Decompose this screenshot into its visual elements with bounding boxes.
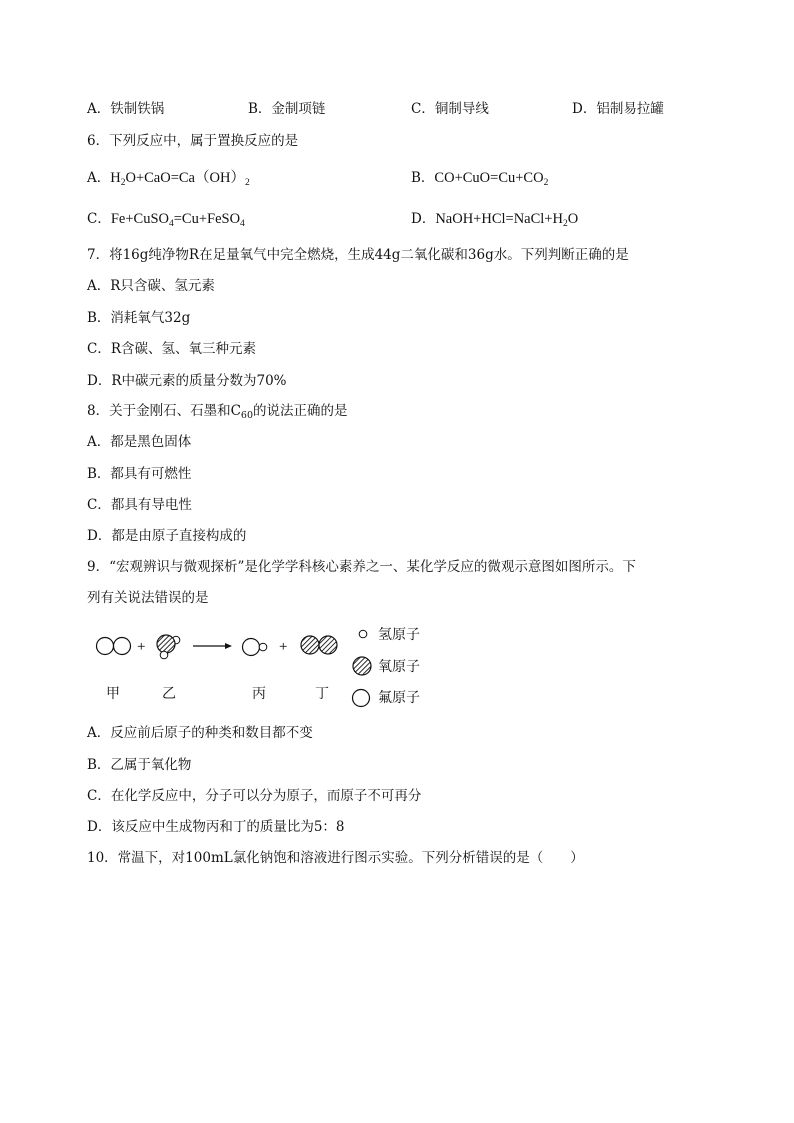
q5-option-a: A．铁制铁锅 [87, 101, 165, 117]
q6-option-c [87, 210, 245, 228]
q6-c-sub2: 4 [240, 219, 245, 229]
q6-c-part2: =Cu+FeSO [173, 211, 241, 227]
q6-stem: 6．下列反应中，属于置换反应的是 [87, 133, 299, 149]
legend-oxygen-symbol [353, 657, 371, 675]
legend-hydrogen-label: 氢原子 [378, 627, 420, 643]
plus-sign-1: + [137, 639, 146, 655]
q6-b-part1: CO+CuO=Cu+CO [434, 170, 544, 186]
plus-sign-2: + [279, 639, 288, 655]
molecule-bing [243, 639, 267, 656]
fluorine-atom-2 [114, 638, 131, 655]
q8-stem-sub: 60 [240, 410, 254, 421]
q7-option-b: B．消耗氧气32g [87, 310, 191, 326]
q9-option-b: B．乙属于氧化物 [87, 757, 192, 773]
label-bing: 丙 [252, 686, 266, 702]
oxygen-atom-3 [319, 636, 337, 654]
q10-stem: 10．常温下，对100mL氯化钠饱和溶液进行图示实验。下列分析错误的是（ ） [87, 850, 584, 866]
q6-a-sub1: 2 [120, 178, 126, 188]
q6-c-sub1: 4 [168, 219, 174, 229]
label-jia: 甲 [106, 686, 120, 702]
hydrogen-atom-2 [160, 651, 168, 659]
q9-option-d: D．该反应中生成物丙和丁的质量比为5：8 [87, 819, 345, 835]
q8-option-a: A．都是黑色固体 [87, 434, 192, 450]
q6-d-part2: O [567, 211, 579, 227]
oxygen-atom-2 [301, 636, 319, 654]
q6-option-a [87, 169, 250, 187]
q5-option-b: B．金制项链 [248, 101, 326, 117]
q8-stem-part1: 8．关于金刚石、石墨和C [87, 403, 241, 419]
q9-option-c: C．在化学反应中，分子可以分为原子，而原子不可再分 [87, 788, 422, 804]
legend-hydrogen-symbol [359, 630, 367, 638]
label-ding: 丁 [315, 686, 329, 702]
q8-option-b: B．都具有可燃性 [87, 466, 192, 482]
molecule-ding [301, 636, 337, 654]
q9-stem-line2: 列有关说法错误的是 [87, 590, 209, 606]
q7-option-d: D．R中碳元素的质量分数为70% [87, 373, 287, 389]
q6-a-part1: H [110, 170, 121, 186]
q6-option-c-prefix: C． [87, 211, 111, 227]
legend-fluorine-symbol [353, 690, 370, 707]
q6-option-b-prefix: B． [411, 170, 435, 186]
q8-stem-part2: 的说法正确的是 [253, 403, 348, 419]
reaction-arrow [193, 643, 232, 649]
hydrogen-atom-3 [259, 643, 267, 651]
q8-stem [87, 402, 348, 420]
q6-c-part1: Fe+CuSO [110, 211, 169, 227]
fluorine-atom-1 [97, 638, 114, 655]
q6-option-a-prefix: A． [87, 170, 111, 186]
q6-option-d [411, 210, 578, 228]
q6-option-b [411, 169, 548, 187]
molecule-jia [97, 638, 131, 655]
q6-option-d-prefix: D． [411, 211, 436, 227]
q5-option-c: C．铜制导线 [411, 101, 489, 117]
q6-a-part2: O+CaO=Ca（OH） [125, 170, 245, 186]
q7-option-a: A．R只含碳、氢元素 [87, 278, 215, 294]
q7-option-c: C．R含碳、氢、氧三种元素 [87, 341, 256, 357]
legend-oxygen-label: 氧原子 [378, 659, 420, 675]
q6-b-sub1: 2 [543, 178, 549, 188]
q6-d-sub1: 2 [562, 219, 568, 229]
label-yi: 乙 [162, 686, 176, 702]
molecule-yi [157, 635, 180, 659]
oxygen-atom-1 [157, 635, 175, 653]
q6-a-sub2: 2 [244, 178, 250, 188]
reaction-diagram [90, 620, 450, 720]
q5-option-d: D．铝制易拉罐 [572, 101, 664, 117]
q8-option-d: D．都是由原子直接构成的 [87, 528, 247, 544]
q7-stem: 7．将16g纯净物R在足量氧气中完全燃烧，生成44g二氧化碳和36g水。下列判断正确的是 [87, 247, 629, 263]
q6-d-part1: NaOH+HCl=NaCl+H [435, 211, 563, 227]
q9-stem-line1: 9．“宏观辨识与微观探析”是化学学科核心素养之一、某化学反应的微观示意图如图所示。下 [87, 559, 636, 575]
fluorine-atom-3 [243, 639, 260, 656]
q8-option-c: C．都具有导电性 [87, 497, 192, 513]
legend-fluorine-label: 氟原子 [378, 690, 420, 706]
q9-option-a: A．反应前后原子的种类和数目都不变 [87, 725, 313, 741]
